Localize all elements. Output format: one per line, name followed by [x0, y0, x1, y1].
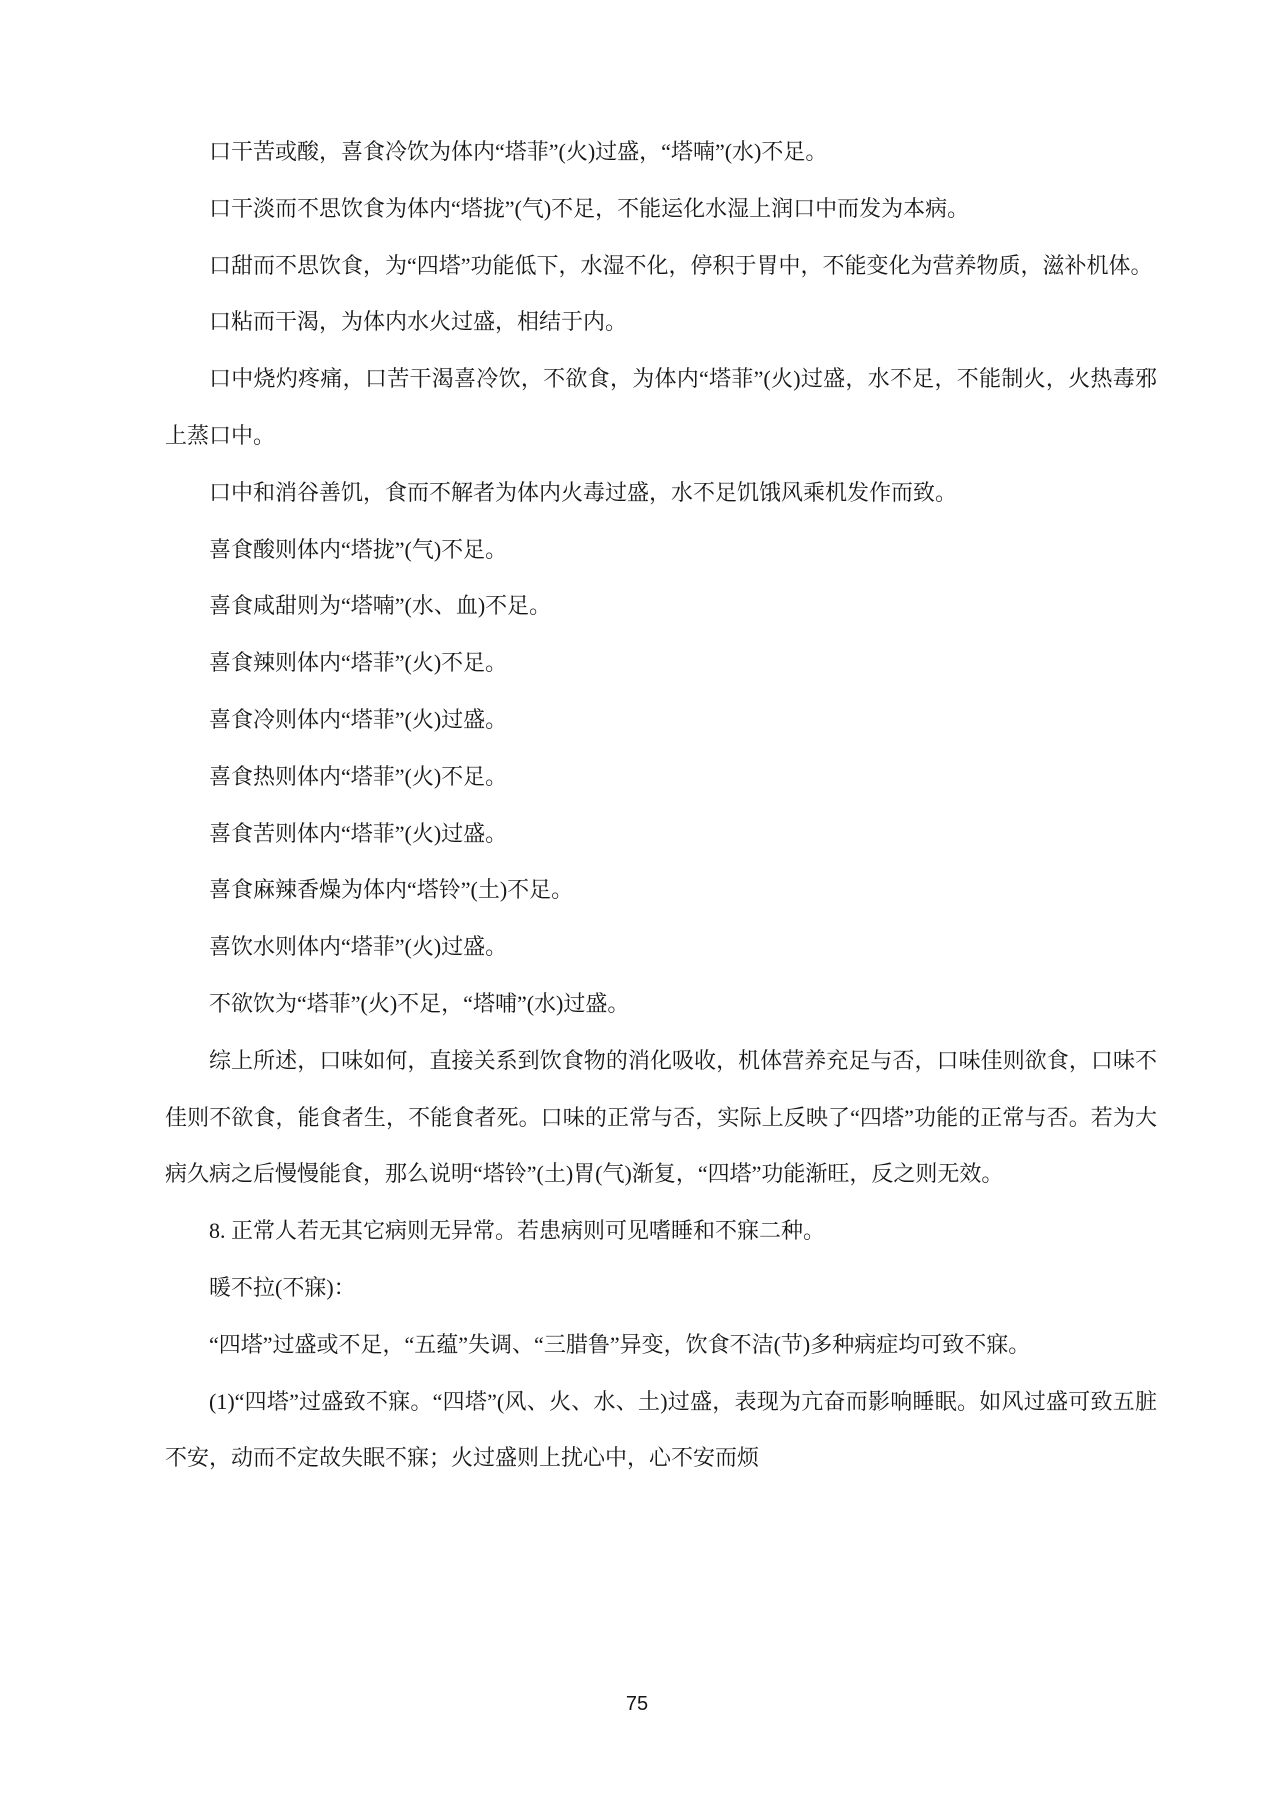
paragraph: 综上所述，口味如何，直接关系到饮食物的消化吸收，机体营养充足与否，口味佳则欲食，口味不佳则不欲食，能食者生，不能食者死。口味的正常与否，实际上反映了“四塔”功能的正常与否。若为大病久病之后慢慢能食，那么说明“塔铃”(土)胃(气)渐复，“四塔”功能渐旺，反之则无效。: [165, 1047, 1157, 1187]
paragraph: 喜食咸甜则为“塔喃”(水、血)不足。: [209, 593, 552, 619]
paragraph: 口干苦或酸，喜食冷饮为体内“塔菲”(火)过盛，“塔喃”(水)不足。: [209, 139, 828, 164]
paragraph: 喜食辣则体内“塔菲”(火)不足。: [209, 650, 508, 676]
document-body: [165, 124, 1157, 1487]
paragraph: 口干淡而不思饮食为体内“塔拢”(气)不足，不能运化水湿上润口中而发为本病。: [209, 195, 970, 221]
paragraph: 喜食酸则体内“塔拢”(气)不足。: [209, 536, 508, 562]
paragraph: 喜食苦则体内“塔菲”(火)过盛。: [209, 820, 508, 846]
paragraph: (1)“四塔”过盛致不寐。“四塔”(风、火、水、土)过盛，表现为亢奋而影响睡眠。如风过盛可致五脏不安，动而不定故失眠不寐；火过盛则上扰心中，心不安而烦: [165, 1388, 1157, 1471]
paragraph: 口甜而不思饮食，为“四塔”功能低下，水湿不化，停积于胃中，不能变化为营养物质，滋补机体。: [209, 252, 1153, 278]
paragraph: 暖不拉(不寐)：: [209, 1274, 356, 1300]
paragraph: 口粘而干渴，为体内水火过盛，相结于内。: [209, 309, 628, 335]
paragraph: 不欲饮为“塔菲”(火)不足，“塔哺”(水)过盛。: [209, 990, 630, 1016]
paragraph: 喜饮水则体内“塔菲”(火)过盛。: [209, 934, 508, 960]
paragraph: “四塔”过盛或不足，“五蕴”失调、“三腊鲁”异变，饮食不洁(节)多种病症均可致不寐。: [209, 1331, 1031, 1357]
paragraph: 口中和消谷善饥，食而不解者为体内火毒过盛，水不足饥饿风乘机发作而致。: [209, 479, 958, 505]
paragraph: 喜食冷则体内“塔菲”(火)过盛。: [209, 706, 508, 732]
page-number: 75: [625, 1693, 649, 1715]
paragraph: 喜食热则体内“塔菲”(火)不足。: [209, 763, 508, 789]
paragraph: 8. 正常人若无其它病则无异常。若患病则可见嗜睡和不寐二种。: [209, 1218, 826, 1244]
paragraph: 喜食麻辣香燥为体内“塔铃”(土)不足。: [209, 877, 574, 903]
paragraph: 口中烧灼疼痛，口苦干渴喜冷饮，不欲食，为体内“塔菲”(火)过盛，水不足，不能制火，火热毒邪上蒸口中。: [165, 366, 1157, 448]
